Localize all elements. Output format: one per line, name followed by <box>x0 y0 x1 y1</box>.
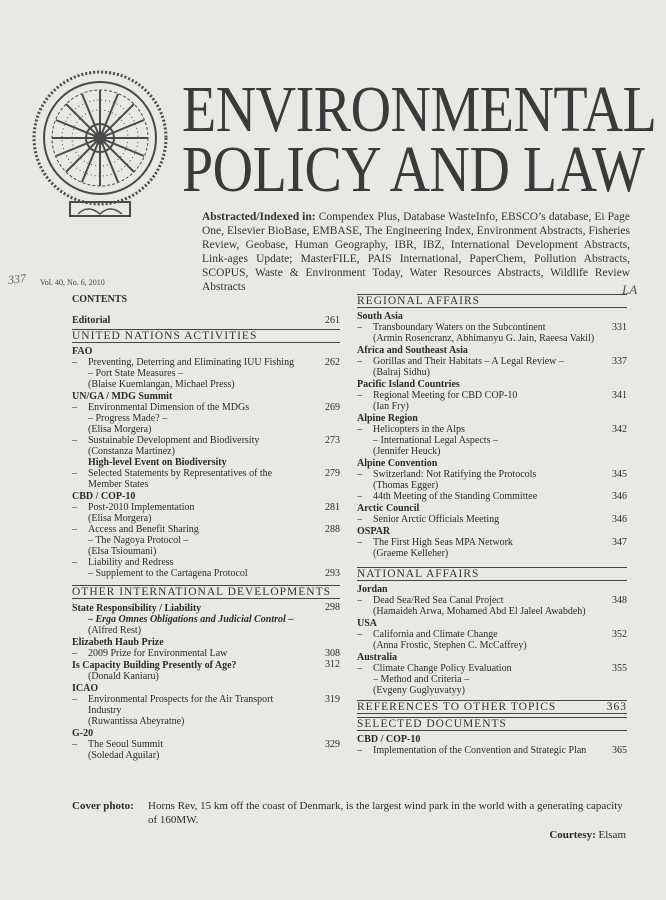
handwritten-note-left: 337 <box>7 271 27 287</box>
toc-entry[interactable]: – Switzerland: Not Ratifying the Protocols 345 <box>357 469 627 480</box>
toc-entry[interactable]: – Supplement to the Cartagena Protocol 293 <box>88 568 340 579</box>
toc-entry[interactable]: – Environmental Dimension of the MDGs 269 <box>72 402 340 413</box>
journal-title-line1: ENVIRONMENTAL <box>182 73 657 147</box>
subheading-pacific: Pacific Island Countries <box>357 379 460 390</box>
toc-entry[interactable]: – The Seoul Summit 329 <box>72 739 340 750</box>
subheading-g20: G-20 <box>72 728 94 739</box>
toc-subtitle: – Progress Made? – <box>88 413 168 424</box>
dharma-wheel-emblem-icon <box>28 56 178 226</box>
subheading-africa: Africa and Southeast Asia <box>357 345 468 356</box>
subheading-arctic: Arctic Council <box>357 503 420 514</box>
subheading-fao: FAO <box>72 346 93 357</box>
section-national-affairs: NATIONAL AFFAIRS <box>357 567 627 581</box>
toc-entry[interactable]: – Liability and Redress <box>72 557 340 568</box>
toc-subtitle: – Method and Criteria – <box>373 674 470 685</box>
toc-author: (Constanza Martinez) <box>88 446 175 457</box>
toc-subtitle: – Port State Measures – <box>88 368 183 379</box>
toc-subtitle: – The Nagoya Protocol – <box>88 535 189 546</box>
subheading-jordan: Jordan <box>357 584 388 595</box>
toc-entry[interactable]: – Post-2010 Implementation 281 <box>72 502 340 513</box>
abstracted-label: Abstracted/Indexed in: <box>202 211 316 223</box>
subheading-alpine-region: Alpine Region <box>357 413 418 424</box>
toc-author: (Hamaideh Arwa, Mohamed Abd El Jaleel Awabdeh) <box>373 606 586 617</box>
cover-photo-caption <box>72 800 632 827</box>
section-regional-affairs: REGIONAL AFFAIRS <box>357 294 627 308</box>
toc-entry[interactable]: – Access and Benefit Sharing 288 <box>72 524 340 535</box>
toc-entry[interactable]: – 2009 Prize for Environmental Law 308 <box>72 648 340 659</box>
toc-entry[interactable]: – Preventing, Deterring and Eliminating IUU Fishing 262 <box>72 357 340 368</box>
toc-entry[interactable]: – Selected Statements by Representatives of the 279 <box>72 468 340 479</box>
subheading-australia: Australia <box>357 652 397 663</box>
subheading-unga: UN/GA / MDG Summit <box>72 391 173 402</box>
toc-entry[interactable]: – Helicopters in the Alps 342 <box>357 424 627 435</box>
toc-author: (Thomas Egger) <box>373 480 439 491</box>
courtesy-label: Courtesy: <box>549 829 596 841</box>
toc-entry[interactable]: – Gorillas and Their Habitats – A Legal Review – 337 <box>357 356 627 367</box>
cover-photo-text: Horns Rev, 15 km off the coast of Denmark, is the largest wind park in the world with a generating capacity of 160MW. <box>148 800 623 826</box>
toc-subtitle: – Erga Omnes Obligations and Judicial Control – <box>88 614 294 625</box>
toc-entry[interactable]: – 44th Meeting of the Standing Committee 346 <box>357 491 627 502</box>
section-selected-documents: SELECTED DOCUMENTS <box>357 717 627 731</box>
abstracted-indexed-block <box>202 211 630 294</box>
toc-entry[interactable]: – Sustainable Development and Biodiversity 273 <box>72 435 340 446</box>
toc-subtitle: Industry <box>88 705 122 716</box>
toc-author: (Soledad Aguilar) <box>88 750 160 761</box>
toc-entry[interactable]: State Responsibility / Liability 298 <box>72 602 340 614</box>
toc-subtitle: – International Legal Aspects – <box>373 435 498 446</box>
toc-entry[interactable]: – Senior Arctic Officials Meeting 346 <box>357 514 627 525</box>
toc-entry[interactable]: – Transboundary Waters on the Subcontinent 331 <box>357 322 627 333</box>
subheading-usa: USA <box>357 618 378 629</box>
contents-right-column <box>357 294 627 756</box>
toc-author: (Graeme Kelleher) <box>373 548 449 559</box>
subheading-cbd: CBD / COP-10 <box>72 491 136 502</box>
subheading-south-asia: South Asia <box>357 311 403 322</box>
toc-entry[interactable]: – Regional Meeting for CBD COP-10 341 <box>357 390 627 401</box>
toc-entry[interactable]: – Environmental Prospects for the Air Transport 319 <box>72 694 340 705</box>
toc-entry[interactable]: – The First High Seas MPA Network 347 <box>357 537 627 548</box>
toc-author: (Elisa Morgera) <box>88 424 152 435</box>
toc-entry[interactable]: – California and Climate Change 352 <box>357 629 627 640</box>
toc-author: (Elsa Tsioumani) <box>88 546 157 557</box>
toc-author: (Evgeny Guglyuvatyy) <box>373 685 465 696</box>
toc-entry[interactable]: – Dead Sea/Red Sea Canal Project 348 <box>357 595 627 606</box>
toc-author: (Blaise Kuemlangan, Michael Press) <box>88 379 235 390</box>
contents-left-column <box>72 294 340 761</box>
toc-subtitle: Member States <box>88 479 149 490</box>
subheading-ospar: OSPAR <box>357 526 391 537</box>
cover-photo-label: Cover photo: <box>72 800 134 812</box>
subheading-cbd-docs: CBD / COP-10 <box>357 734 421 745</box>
contents-heading: CONTENTS <box>72 294 128 305</box>
toc-author: (Armin Rosencranz, Abhimanyu G. Jain, Raeesa Vakil) <box>373 333 595 344</box>
courtesy-name: Elsam <box>598 829 626 841</box>
toc-author: (Ian Fry) <box>373 401 409 412</box>
subheading-icao: ICAO <box>72 683 99 694</box>
abstracted-text: Compendex Plus, Database WasteInfo, EBSCO’s database, Ei Page One, Elsevier BioBase, EMBASE, The Engineering Index, Environment Abstracts, Fisheries Review, Geobase, Human Geography, IBR, IBZ, International Development Abstracts, Link-ages Update; MasterFILE, PAIS International, PaperChem, Pollution Abstracts, SCOPUS, Waste & Environment Today, Water Resources Abstracts, Wildlife Review Abstracts <box>202 211 631 293</box>
toc-author: (Elisa Morgera) <box>88 513 152 524</box>
volume-info: Vol. 40, No. 6, 2010 <box>40 278 105 287</box>
subheading-alpine-convention: Alpine Convention <box>357 458 438 469</box>
toc-author: (Balraj Sidhu) <box>373 367 430 378</box>
toc-entry[interactable]: – Climate Change Policy Evaluation 355 <box>357 663 627 674</box>
handwritten-note-right: LA <box>622 282 638 297</box>
section-united-nations: UNITED NATIONS ACTIVITIES <box>72 329 340 343</box>
toc-author: (Donald Kaniaru) <box>88 671 159 682</box>
toc-author: (Ruwantissa Abeyratne) <box>88 716 185 727</box>
toc-author: (Jennifer Heuck) <box>373 446 441 457</box>
subheading-ehp: Elizabeth Haub Prize <box>72 637 164 648</box>
toc-entry[interactable]: – Implementation of the Convention and Strategic Plan 365 <box>357 745 627 756</box>
toc-entry[interactable]: Is Capacity Building Presently of Age? 312 <box>72 659 340 671</box>
subheading-hle: High-level Event on Biodiversity <box>88 457 227 468</box>
section-other-international: OTHER INTERNATIONAL DEVELOPMENTS <box>72 585 340 599</box>
journal-title-line2: POLICY AND LAW <box>182 133 645 207</box>
toc-entry-editorial[interactable]: Editorial 261 <box>72 315 340 326</box>
courtesy-line <box>549 829 626 841</box>
section-references[interactable]: REFERENCES TO OTHER TOPICS 363 <box>357 701 627 713</box>
toc-author: (Alfred Rest) <box>88 625 142 636</box>
toc-author: (Anna Frostic, Stephen C. McCaffrey) <box>373 640 527 651</box>
